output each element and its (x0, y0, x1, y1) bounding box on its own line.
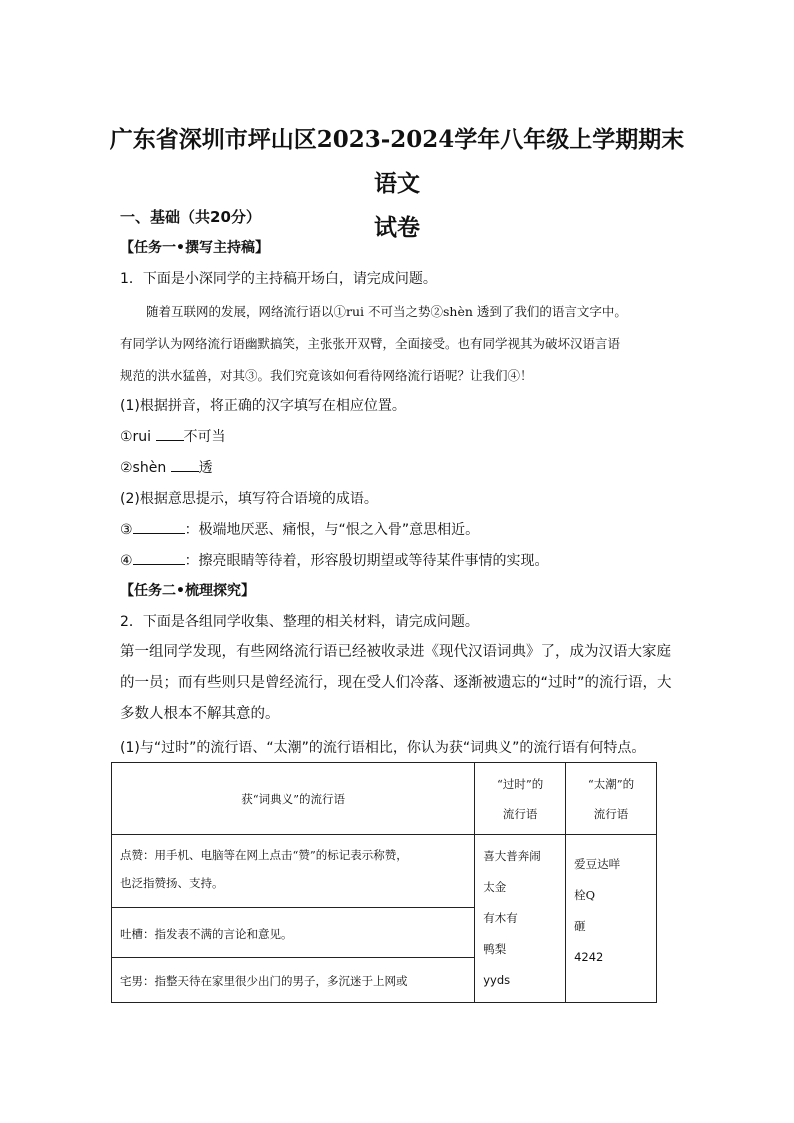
trendy-item: 爱豆达咩 (574, 857, 621, 871)
header-trendy-line-1: “太潮”的 (587, 777, 635, 791)
header-outdated-line-1: “过时”的 (497, 777, 544, 791)
pinyin-item-a (120, 426, 226, 446)
header-outdated-slang (475, 763, 566, 835)
idiom-c-number: ③ (120, 522, 133, 538)
answer-blank-b[interactable] (171, 457, 199, 472)
question-1-part-1: (1)根据拼音，将正确的汉字填写在相应位置。 (120, 398, 406, 414)
title-line-1: 广东省深圳市坪山区2023-2024学年八年级上学期期末语文 (109, 126, 685, 197)
task-two-heading: 【任务二•梳理探究】 (120, 583, 255, 599)
header-trendy-slang (566, 763, 657, 835)
trendy-slang-list (566, 835, 657, 1003)
trendy-item: 砸 (574, 919, 586, 933)
definition-dianzan (112, 835, 475, 908)
question-2-part-1: (1)与“过时”的流行语、“太潮”的流行语相比，你认为获“词典义”的流行语有何特点。 (120, 740, 646, 756)
title-line-2: 试卷 (374, 214, 420, 241)
trendy-item: 4242 (574, 950, 604, 964)
question-1-intro: 1．下面是小深同学的主持稿开场白，请完成问题。 (120, 271, 437, 287)
pinyin-b-suffix: 透 (198, 460, 213, 476)
passage-line-2: 有同学认为网络流行语幽默搞笑，主张张开双臂，全面接受。也有同学视其为破坏汉语言语 (120, 336, 621, 351)
question-2-intro: 2．下面是各组同学收集、整理的相关材料，请完成问题。 (120, 614, 479, 630)
definition-dianzan-line-2: 也泛指赞扬、支持。 (120, 876, 224, 890)
definition-dianzan-line-1: 点赞：用手机、电脑等在网上点击“赞”的标记表示称赞， (120, 848, 408, 862)
outdated-item: 喜大普奔闹 (483, 849, 541, 863)
idiom-d-hint: ：擦亮眼睛等待着，形容殷切期望或等待某件事情的实现。 (184, 553, 549, 569)
outdated-item: 鸭梨 (483, 942, 507, 956)
question-1-part-2: (2)根据意思提示，填写符合语境的成语。 (120, 491, 378, 507)
definition-zhainan: 宅男：指整天待在家里很少出门的男子，多沉迷于上网或 (112, 958, 475, 1003)
header-trendy-line-2: 流行语 (593, 807, 629, 821)
trendy-item: 栓Q (574, 888, 596, 902)
header-dictionary-slang: 获“词典义”的流行语 (112, 763, 475, 835)
passage-line-3: 规范的洪水猛兽，对其③。我们究竟该如何看待网络流行语呢？让我们④！ (120, 368, 533, 383)
answer-blank-a[interactable] (156, 426, 184, 441)
vocabulary-table (111, 762, 657, 1003)
idiom-d-number: ④ (120, 553, 133, 569)
page-title (100, 118, 694, 250)
pinyin-item-b (120, 457, 213, 477)
answer-blank-d[interactable] (133, 550, 185, 565)
answer-blank-c[interactable] (133, 519, 185, 534)
task-one-heading: 【任务一•撰写主持稿】 (120, 240, 269, 256)
outdated-slang-list (475, 835, 566, 1003)
outdated-item: 太金 (483, 880, 507, 894)
question-2-paragraph: 第一组同学发现，有些网络流行语已经被收录进《现代汉语词典》了，成为汉语大家庭的一员；而有些则只是曾经流行，现在受人们冷落、逐渐被遗忘的“过时”的流行语，大多数人根本不解其意的。 (120, 644, 672, 722)
pinyin-b-prefix: ②shèn (120, 460, 171, 476)
idiom-item-d (120, 550, 549, 570)
pinyin-a-suffix: 不可当 (183, 429, 226, 445)
passage-line-1: 随着互联网的发展，网络流行语以①rui 不可当之势②shèn 透到了我们的语言文字中。 (146, 304, 627, 319)
outdated-item: yyds (483, 973, 511, 987)
header-outdated-line-2: 流行语 (502, 807, 538, 821)
outdated-item: 有木有 (483, 911, 518, 925)
idiom-c-hint: ：极端地厌恶、痛恨，与“恨之入骨”意思相近。 (184, 522, 480, 538)
definition-tucao: 吐槽：指发表不满的言论和意见。 (112, 908, 475, 958)
idiom-item-c (120, 519, 479, 539)
pinyin-a-prefix: ①rui (120, 429, 156, 445)
section-heading: 一、基础（共20分） (120, 208, 261, 226)
